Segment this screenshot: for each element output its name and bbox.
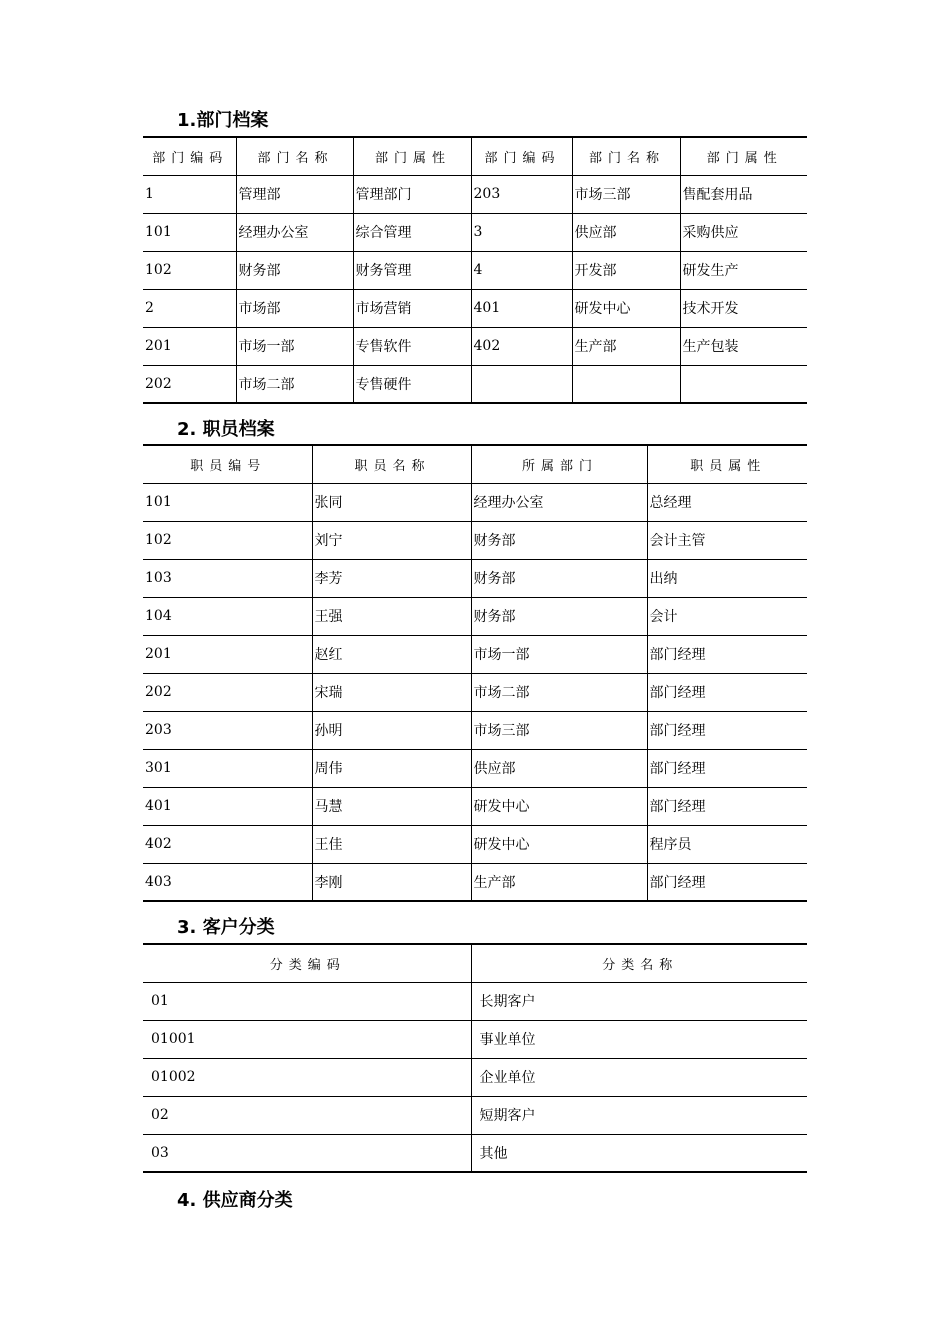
column-header: 职员属性 — [647, 445, 807, 483]
table-cell: 101 — [143, 483, 312, 521]
table-row — [143, 175, 807, 213]
table-cell: 采购供应 — [680, 213, 807, 251]
table-cell: 财务管理 — [353, 251, 471, 289]
table-cell: 202 — [143, 673, 312, 711]
customer-section-title: 3. 客户分类 — [177, 917, 275, 938]
column-header: 部门编码 — [471, 137, 572, 175]
table-cell: 售配套用品 — [680, 175, 807, 213]
column-header: 部门编码 — [143, 137, 236, 175]
table-cell: 401 — [471, 289, 572, 327]
table-cell — [680, 365, 807, 403]
table-cell: 赵红 — [312, 635, 471, 673]
column-header: 所属部门 — [471, 445, 647, 483]
table-cell: 专售软件 — [353, 327, 471, 365]
table-cell: 财务部 — [236, 251, 353, 289]
table-cell: 经理办公室 — [236, 213, 353, 251]
table-cell: 生产部 — [471, 863, 647, 901]
table-row — [143, 673, 807, 711]
header-row — [143, 944, 807, 982]
table-cell: 刘宁 — [312, 521, 471, 559]
column-header: 部门属性 — [680, 137, 807, 175]
table-cell: 市场二部 — [236, 365, 353, 403]
table-cell: 企业单位 — [471, 1058, 807, 1096]
table-cell: 402 — [471, 327, 572, 365]
table-cell: 生产包装 — [680, 327, 807, 365]
table-row — [143, 1134, 807, 1172]
table-cell: 02 — [143, 1096, 471, 1134]
table-cell: 部门经理 — [647, 711, 807, 749]
table-row — [143, 289, 807, 327]
table-cell: 101 — [143, 213, 236, 251]
table-cell: 供应部 — [471, 749, 647, 787]
table-cell: 3 — [471, 213, 572, 251]
table-cell: 102 — [143, 251, 236, 289]
table-cell: 市场三部 — [572, 175, 680, 213]
column-header: 职员编号 — [143, 445, 312, 483]
table-cell: 长期客户 — [471, 982, 807, 1020]
table-cell: 出纳 — [647, 559, 807, 597]
table-row — [143, 1058, 807, 1096]
dept-table — [143, 136, 807, 404]
table-cell: 王佳 — [312, 825, 471, 863]
table-cell: 市场一部 — [471, 635, 647, 673]
table-cell — [572, 365, 680, 403]
table-cell: 经理办公室 — [471, 483, 647, 521]
table-row — [143, 327, 807, 365]
table-cell: 01001 — [143, 1020, 471, 1058]
table-cell: 财务部 — [471, 521, 647, 559]
table-cell: 周伟 — [312, 749, 471, 787]
table-cell: 部门经理 — [647, 635, 807, 673]
table-cell: 宋瑞 — [312, 673, 471, 711]
table-cell: 201 — [143, 327, 236, 365]
table-cell: 402 — [143, 825, 312, 863]
table-cell: 总经理 — [647, 483, 807, 521]
column-header: 部门属性 — [353, 137, 471, 175]
dept-section-title: 1.部门档案 — [177, 110, 269, 131]
table-cell: 201 — [143, 635, 312, 673]
customer-class-table — [143, 943, 807, 1173]
table-row — [143, 749, 807, 787]
table-cell: 技术开发 — [680, 289, 807, 327]
table-cell: 部门经理 — [647, 673, 807, 711]
staff-table — [143, 444, 807, 902]
table-cell: 市场部 — [236, 289, 353, 327]
table-row — [143, 711, 807, 749]
table-cell: 李芳 — [312, 559, 471, 597]
table-cell: 部门经理 — [647, 749, 807, 787]
header-row — [143, 445, 807, 483]
table-cell: 市场三部 — [471, 711, 647, 749]
table-cell: 管理部门 — [353, 175, 471, 213]
table-cell: 专售硬件 — [353, 365, 471, 403]
table-cell: 市场营销 — [353, 289, 471, 327]
table-cell: 03 — [143, 1134, 471, 1172]
table-cell: 301 — [143, 749, 312, 787]
table-cell: 104 — [143, 597, 312, 635]
table-cell: 短期客户 — [471, 1096, 807, 1134]
table-row — [143, 483, 807, 521]
table-row — [143, 635, 807, 673]
table-cell: 孙明 — [312, 711, 471, 749]
table-cell: 生产部 — [572, 327, 680, 365]
table-row — [143, 521, 807, 559]
table-row — [143, 982, 807, 1020]
table-cell: 研发中心 — [572, 289, 680, 327]
table-cell: 会计主管 — [647, 521, 807, 559]
table-cell: 部门经理 — [647, 787, 807, 825]
table-cell: 张同 — [312, 483, 471, 521]
column-header: 部门名称 — [236, 137, 353, 175]
table-cell: 市场二部 — [471, 673, 647, 711]
table-row — [143, 251, 807, 289]
header-row — [143, 137, 807, 175]
staff-section-title: 2. 职员档案 — [177, 419, 275, 440]
table-row — [143, 863, 807, 901]
table-row — [143, 365, 807, 403]
table-cell: 市场一部 — [236, 327, 353, 365]
column-header: 部门名称 — [572, 137, 680, 175]
table-cell: 财务部 — [471, 597, 647, 635]
table-cell: 2 — [143, 289, 236, 327]
table-row — [143, 213, 807, 251]
table-cell: 开发部 — [572, 251, 680, 289]
table-cell: 203 — [471, 175, 572, 213]
table-cell: 102 — [143, 521, 312, 559]
table-cell: 马慧 — [312, 787, 471, 825]
table-row — [143, 787, 807, 825]
table-cell: 部门经理 — [647, 863, 807, 901]
table-cell: 会计 — [647, 597, 807, 635]
table-cell: 1 — [143, 175, 236, 213]
table-cell: 401 — [143, 787, 312, 825]
table-row — [143, 1020, 807, 1058]
column-header: 分类名称 — [471, 944, 807, 982]
table-cell: 研发中心 — [471, 787, 647, 825]
table-cell: 其他 — [471, 1134, 807, 1172]
table-cell: 管理部 — [236, 175, 353, 213]
table-cell: 研发中心 — [471, 825, 647, 863]
table-cell: 103 — [143, 559, 312, 597]
table-cell: 4 — [471, 251, 572, 289]
table-cell: 202 — [143, 365, 236, 403]
table-cell: 403 — [143, 863, 312, 901]
table-row — [143, 597, 807, 635]
column-header: 职员名称 — [312, 445, 471, 483]
table-row — [143, 1096, 807, 1134]
table-cell — [471, 365, 572, 403]
table-cell: 研发生产 — [680, 251, 807, 289]
table-cell: 李刚 — [312, 863, 471, 901]
table-cell: 综合管理 — [353, 213, 471, 251]
table-cell: 事业单位 — [471, 1020, 807, 1058]
column-header: 分类编码 — [143, 944, 471, 982]
table-cell: 程序员 — [647, 825, 807, 863]
table-row — [143, 825, 807, 863]
supplier-section-title: 4. 供应商分类 — [177, 1190, 293, 1211]
table-cell: 王强 — [312, 597, 471, 635]
table-cell: 供应部 — [572, 213, 680, 251]
table-cell: 财务部 — [471, 559, 647, 597]
table-cell: 203 — [143, 711, 312, 749]
table-cell: 01 — [143, 982, 471, 1020]
table-cell: 01002 — [143, 1058, 471, 1096]
table-row — [143, 559, 807, 597]
